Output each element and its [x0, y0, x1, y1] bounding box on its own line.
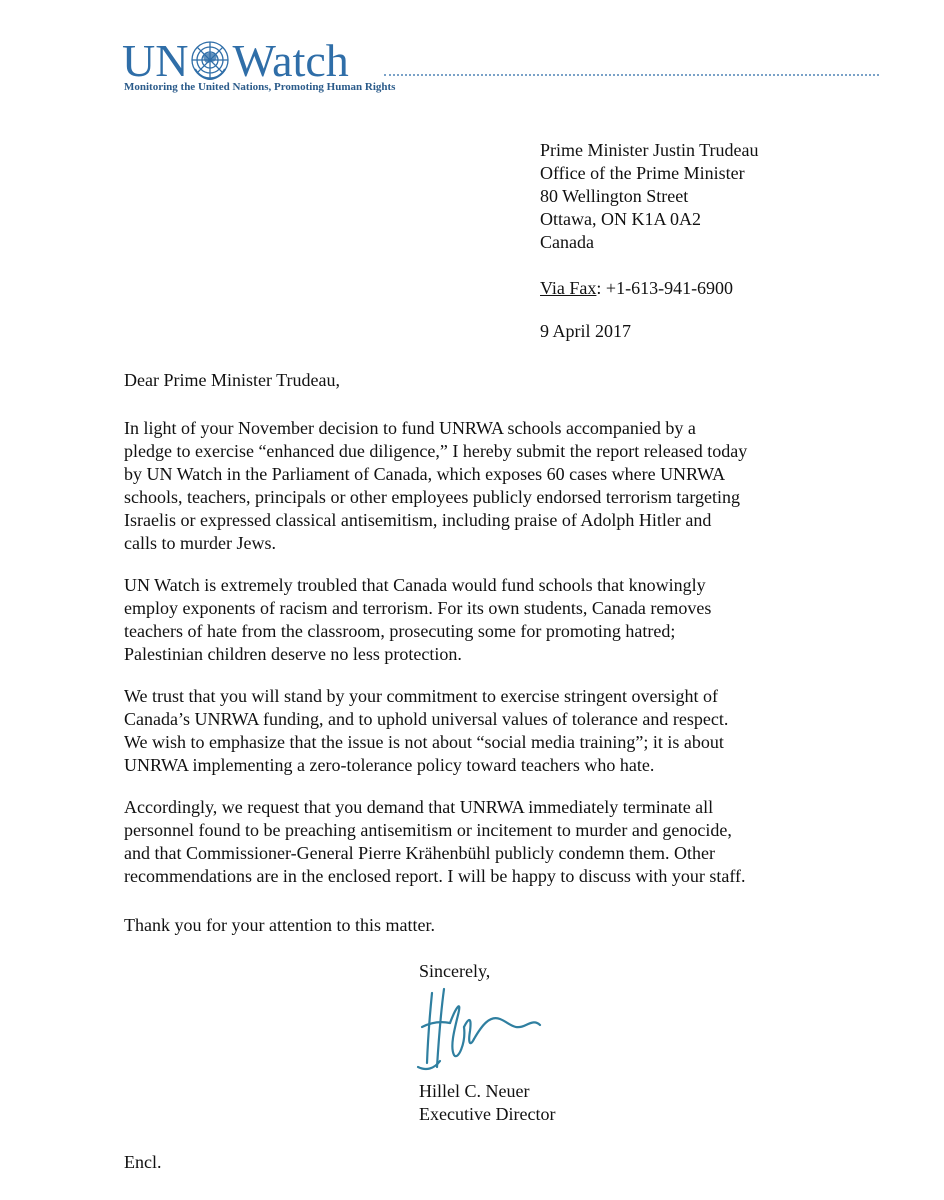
thanks-line: Thank you for your attention to this matter.: [124, 915, 435, 935]
body-paragraph-1: [124, 417, 747, 555]
paragraph-line: Accordingly, we request that you demand that UNRWA immediately terminate all: [124, 797, 714, 817]
signer-name: Hillel C. Neuer: [419, 1081, 530, 1101]
recipient-address: [540, 139, 759, 254]
paragraph-line: Israelis or expressed classical antisemitism, including praise of Adolph Hitler and: [124, 510, 712, 530]
letterhead-tagline: Monitoring the United Nations, Promoting Human Rights: [124, 81, 396, 93]
paragraph-line: We trust that you will stand by your commitment to exercise stringent oversight of: [124, 686, 718, 706]
fax-line: [540, 277, 733, 300]
recipient-line: Office of the Prime Minister: [540, 163, 745, 183]
un-globe-icon: [189, 39, 231, 81]
paragraph-line: Palestinian children deserve no less protection.: [124, 644, 462, 664]
logo-watch-text: Watch: [232, 35, 349, 86]
paragraph-line: by UN Watch in the Parliament of Canada, which exposes 60 cases where UNRWA: [124, 464, 726, 484]
paragraph-line: Canada’s UNRWA funding, and to uphold universal values of tolerance and respect.: [124, 709, 729, 729]
letterhead-divider: [384, 74, 879, 76]
paragraph-line: UN Watch is extremely troubled that Canada would fund schools that knowingly: [124, 575, 706, 595]
closing: Sincerely,: [419, 961, 491, 981]
salutation: Dear Prime Minister Trudeau,: [124, 370, 340, 390]
logo-un-text: UN: [122, 35, 189, 86]
paragraph-line: UNRWA implementing a zero-tolerance policy toward teachers who hate.: [124, 755, 655, 775]
recipient-line: 80 Wellington Street: [540, 186, 689, 206]
un-watch-logo: [122, 32, 349, 84]
paragraph-line: teachers of hate from the classroom, prosecuting some for promoting hatred;: [124, 621, 676, 641]
paragraph-line: pledge to exercise “enhanced due diligence,” I hereby submit the report released today: [124, 441, 748, 461]
signer-block: [419, 1080, 555, 1126]
paragraph-line: and that Commissioner-General Pierre Krähenbühl publicly condemn them. Other: [124, 843, 715, 863]
fax-label: Via Fax: [540, 278, 597, 298]
paragraph-line: calls to murder Jews.: [124, 533, 276, 553]
paragraph-line: employ exponents of racism and terrorism. For its own students, Canada removes: [124, 598, 712, 618]
recipient-line: Canada: [540, 232, 594, 252]
paragraph-line: We wish to emphasize that the issue is not about “social media training”; it is about: [124, 732, 724, 752]
body-paragraph-3: [124, 685, 728, 777]
enclosure-note: Encl.: [124, 1152, 162, 1172]
fax-number: : +1-613-941-6900: [596, 278, 734, 298]
body-paragraph-4: [124, 796, 746, 888]
recipient-line: Prime Minister Justin Trudeau: [540, 140, 759, 160]
letter-date: 9 April 2017: [540, 321, 632, 341]
letterhead: [122, 32, 882, 92]
paragraph-line: recommendations are in the enclosed report. I will be happy to discuss with your staff.: [124, 866, 746, 886]
recipient-line: Ottawa, ON K1A 0A2: [540, 209, 701, 229]
paragraph-line: schools, teachers, principals or other employees publicly endorsed terrorism targeting: [124, 487, 740, 507]
handwritten-signature: [410, 985, 550, 1075]
body-paragraph-2: [124, 574, 711, 666]
paragraph-line: personnel found to be preaching antisemitism or incitement to murder and genocide,: [124, 820, 732, 840]
paragraph-line: In light of your November decision to fund UNRWA schools accompanied by a: [124, 418, 696, 438]
signer-title: Executive Director: [419, 1104, 556, 1124]
